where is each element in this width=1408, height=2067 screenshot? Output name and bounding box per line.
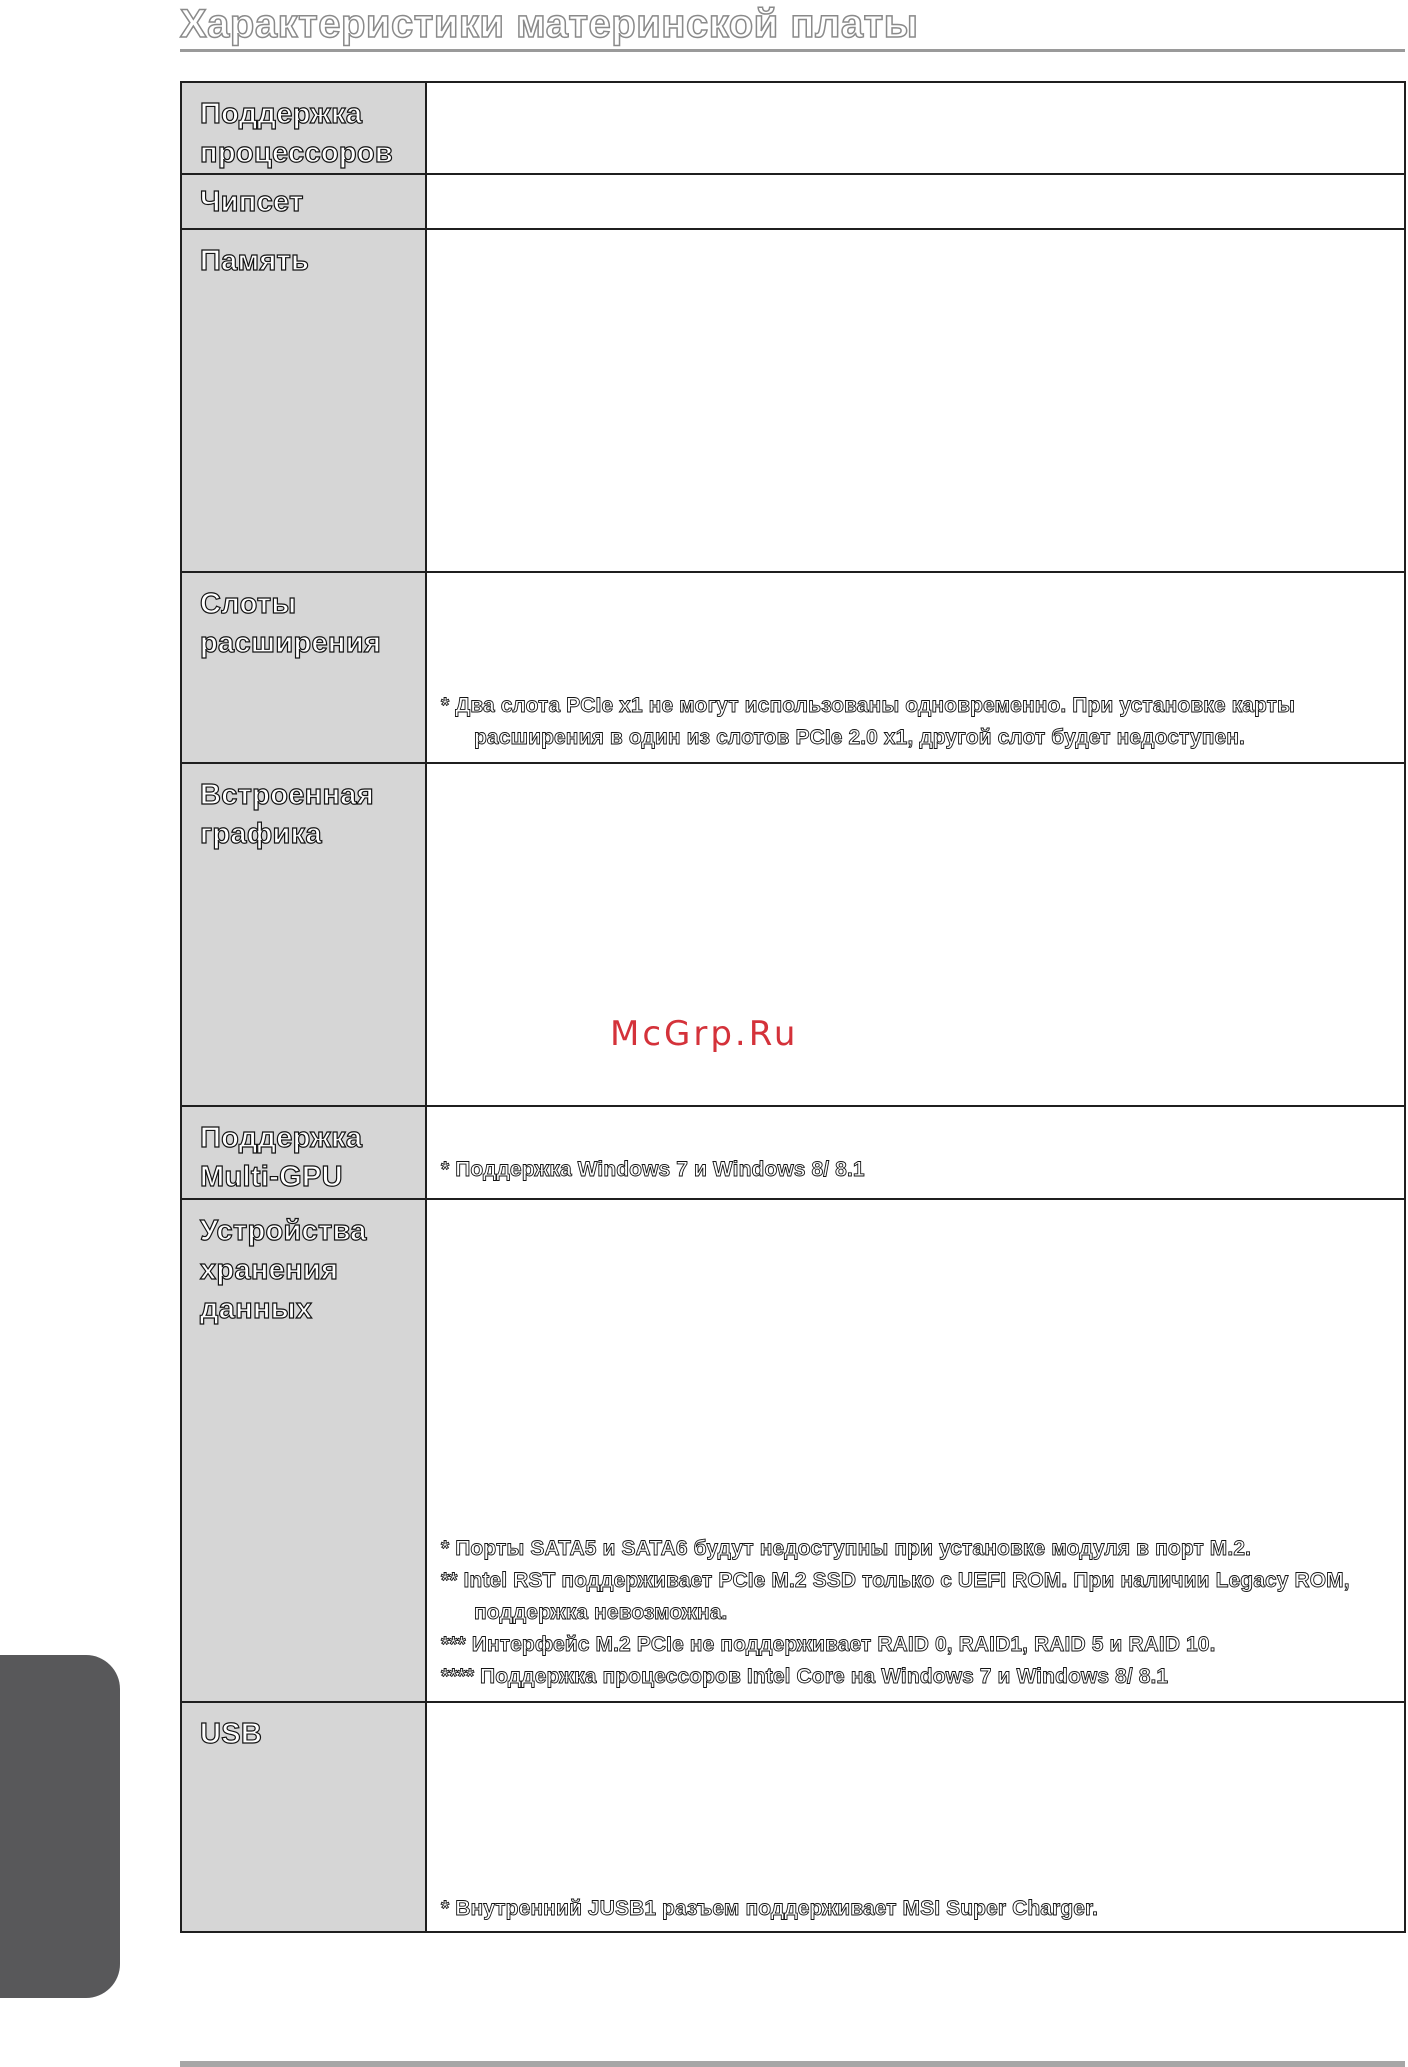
spec-table (180, 81, 1406, 1933)
label-cell (181, 174, 426, 229)
row-label: Память (200, 245, 310, 277)
footer-divider (180, 2061, 1405, 2067)
label-cell (181, 82, 426, 174)
watermark: McGrp.Ru (610, 1014, 799, 1054)
footnote: ** Intel RST поддерживает PCIe M.2 SSD только с UEFI ROM. При наличии Legacy ROM, поддержка невозможна. (441, 1569, 1350, 1624)
footnote: *** Интерфейс M.2 PCIe не поддерживает RAID 0, RAID1, RAID 5 и RAID 10. (441, 1633, 1216, 1656)
title-divider (180, 49, 1405, 52)
row-multi-gpu (181, 1106, 1405, 1199)
label-cell (181, 572, 426, 763)
label-cell (181, 763, 426, 1106)
value-cell (426, 82, 1405, 174)
footnote: * Два слота PCIe x1 не могут использованы одновременно. При установке карты расширения в один из слотов PCIe 2.0 x1, другой слот будет недоступен. (441, 694, 1296, 749)
row-label: Поддержка процессоров (200, 98, 394, 169)
row-label: Чипсет (200, 186, 304, 218)
row-integrated-graphics (181, 763, 1405, 1106)
footnotes (441, 1533, 1384, 1693)
row-label: USB (200, 1718, 263, 1750)
footnote: * Поддержка Windows 7 и Windows 8/ 8.1 (441, 1158, 865, 1181)
row-label: Слоты расширения (200, 588, 382, 659)
footnote: * Внутренний JUSB1 разъем поддерживает MSI Super Charger. (441, 1897, 1099, 1920)
label-cell (181, 229, 426, 572)
row-label: Встроенная графика (200, 779, 374, 850)
value-cell (426, 1199, 1405, 1702)
section-side-tab (0, 1655, 120, 1998)
footnotes (441, 690, 1384, 754)
row-cpu-support (181, 82, 1405, 174)
label-cell (181, 1199, 426, 1702)
footnote: * Порты SATA5 и SATA6 будут недоступны при установке модуля в порт M.2. (441, 1537, 1252, 1560)
row-usb (181, 1702, 1405, 1932)
value-cell (426, 1702, 1405, 1932)
label-cell (181, 1702, 426, 1932)
row-chipset (181, 174, 1405, 229)
footnotes (441, 1893, 1384, 1925)
row-label: Устройства хранения данных (200, 1215, 367, 1325)
value-cell (426, 763, 1405, 1106)
page-title: Характеристики материнской платы (180, 2, 919, 46)
row-label: Поддержка Multi-GPU (200, 1122, 363, 1193)
value-cell (426, 229, 1405, 572)
footnote: **** Поддержка процессоров Intel Core на Windows 7 и Windows 8/ 8.1 (441, 1665, 1169, 1688)
row-memory (181, 229, 1405, 572)
value-cell (426, 174, 1405, 229)
row-expansion-slots (181, 572, 1405, 763)
row-storage (181, 1199, 1405, 1702)
footnotes (441, 1154, 1384, 1186)
value-cell (426, 1106, 1405, 1199)
label-cell (181, 1106, 426, 1199)
value-cell (426, 572, 1405, 763)
